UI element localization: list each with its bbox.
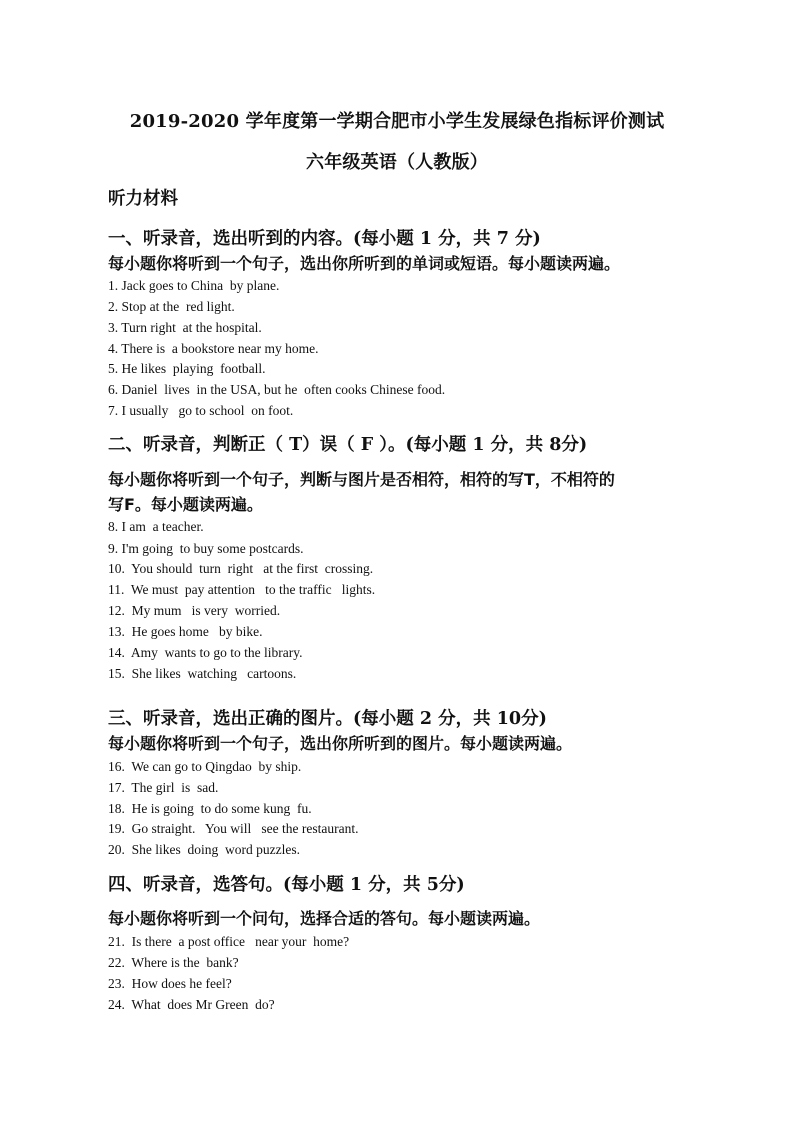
question-item: 20. She likes doing word puzzles. xyxy=(108,842,300,857)
question-item: 4. There is a bookstore near my home. xyxy=(108,341,319,356)
section-3-instruction: 每小题你将听到一个句子，选出你所听到的图片。每小题读两遍。 xyxy=(108,734,573,753)
section-2-heading: 二、听录音，判断正（ T）误（ F ）。(每小题 1 分，共 8分) xyxy=(108,435,588,455)
question-item: 23. How does he feel? xyxy=(108,976,232,991)
section-4-instruction: 每小题你将听到一个问句，选择合适的答句。每小题读两遍。 xyxy=(108,909,541,928)
question-item: 1. Jack goes to China by plane. xyxy=(108,278,280,293)
question-item: 14. Amy wants to go to the library. xyxy=(108,645,303,660)
question-item: 21. Is there a post office near your home? xyxy=(108,934,350,949)
question-item: 10. You should turn right at the first crossing. xyxy=(108,561,374,576)
question-item: 3. Turn right at the hospital. xyxy=(108,320,262,335)
section-4-heading: 四、听录音，选答句。(每小题 1 分，共 5分) xyxy=(108,875,465,895)
document-title: 2019-2020 学年度第一学期合肥市小学生发展绿色指标评价测试 xyxy=(129,111,665,132)
question-item: 2. Stop at the red light. xyxy=(108,299,235,314)
question-item: 24. What does Mr Green do? xyxy=(108,997,275,1012)
section-2-instruction-line-1: 每小题你将听到一个句子，判断与图片是否相符，相符的写T，不相符的 xyxy=(108,470,615,489)
question-item: 11. We must pay attention to the traffic lights. xyxy=(108,582,376,597)
document-subtitle: 六年级英语（人教版） xyxy=(306,152,488,173)
question-item: 22. Where is the bank? xyxy=(108,955,239,970)
question-item: 17. The girl is sad. xyxy=(108,780,219,795)
question-item: 18. He is going to do some kung fu. xyxy=(108,801,312,816)
question-item: 12. My mum is very worried. xyxy=(108,603,281,618)
section-1-instruction: 每小题你将听到一个句子，选出你所听到的单词或短语。每小题读两遍。 xyxy=(108,254,621,273)
question-item: 8. I am a teacher. xyxy=(108,519,204,534)
section-2-instruction-line-2: 写F。每小题读两遍。 xyxy=(108,495,263,514)
question-item: 13. He goes home by bike. xyxy=(108,624,263,639)
question-item: 6. Daniel lives in the USA, but he often cooks Chinese food. xyxy=(108,382,446,397)
question-item: 15. She likes watching cartoons. xyxy=(108,666,297,681)
section-3-heading: 三、听录音，选出正确的图片。(每小题 2 分，共 10分) xyxy=(108,709,547,729)
question-item: 9. I'm going to buy some postcards. xyxy=(108,541,304,556)
question-item: 5. He likes playing football. xyxy=(108,361,266,376)
material-label: 听力材料 xyxy=(108,189,178,209)
question-item: 16. We can go to Qingdao by ship. xyxy=(108,759,302,774)
question-item: 7. I usually go to school on foot. xyxy=(108,403,294,418)
section-1-heading: 一、听录音，选出听到的内容。(每小题 1 分，共 7 分) xyxy=(108,229,541,249)
question-item: 19. Go straight. You will see the restaurant. xyxy=(108,821,359,836)
